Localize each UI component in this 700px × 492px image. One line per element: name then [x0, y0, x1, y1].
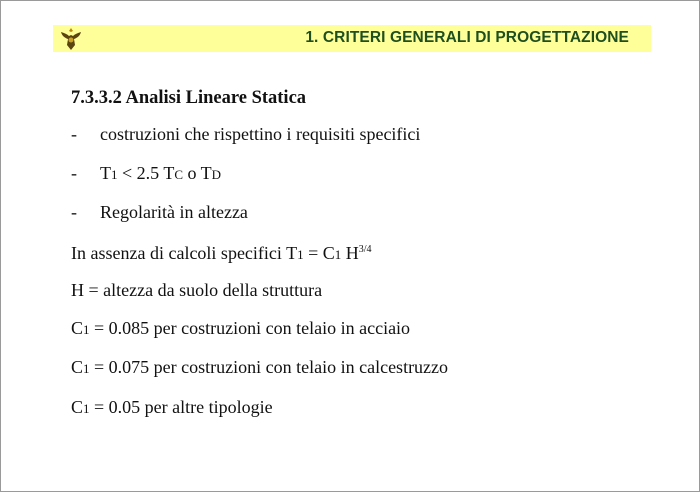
bullet-item [71, 162, 221, 186]
bullet-text: Regolarità in altezza [100, 202, 248, 222]
c-symbol: C [71, 357, 84, 377]
bullet-text: costruzioni che rispettino i requisiti specifici [100, 124, 421, 144]
bullet-marker: - [71, 163, 77, 183]
c-value-text: = 0.085 per costruzioni con telaio in acciaio [89, 318, 411, 338]
h-definition: H = altezza da suolo della struttura [71, 280, 323, 300]
content-area [71, 87, 449, 417]
c-subscript: 1 [334, 247, 342, 262]
tc-subscript: C [174, 167, 183, 182]
formula-prefix: In assenza di calcoli specifici T [71, 243, 298, 263]
or-text: o T [183, 163, 212, 183]
bullet-marker: - [71, 124, 77, 144]
bullet-marker: - [71, 202, 77, 222]
h-exponent: 3/4 [358, 244, 372, 255]
c-symbol: C [71, 397, 84, 417]
c-subscript: 1 [83, 401, 90, 416]
bullet-item [71, 123, 420, 145]
c-symbol: C [71, 318, 84, 338]
eagle-crest-icon [59, 26, 83, 52]
c-subscript: 1 [83, 322, 90, 337]
c-value-line [71, 356, 448, 380]
c-subscript: 1 [83, 361, 90, 376]
section-title: 7.3.3.2 Analisi Lineare Statica [71, 88, 307, 108]
bullet-item [71, 201, 248, 223]
header-title: 1. CRITERI GENERALI DI PROGETTAZIONE [305, 29, 629, 46]
period-subscript: 1 [111, 167, 118, 182]
c-value-line [71, 317, 410, 341]
inequality-text: < 2.5 T [117, 163, 175, 183]
formula-h: H [341, 243, 359, 263]
c-value-text: = 0.05 per altre tipologie [89, 397, 273, 417]
formula-line [71, 239, 372, 266]
t-subscript: 1 [297, 247, 304, 262]
formula-eq: = C [303, 243, 335, 263]
td-subscript: D [211, 167, 222, 182]
period-t: T [100, 163, 111, 183]
c-value-text: = 0.075 per costruzioni con telaio in calcestruzzo [89, 357, 449, 377]
c-value-line [71, 396, 273, 420]
